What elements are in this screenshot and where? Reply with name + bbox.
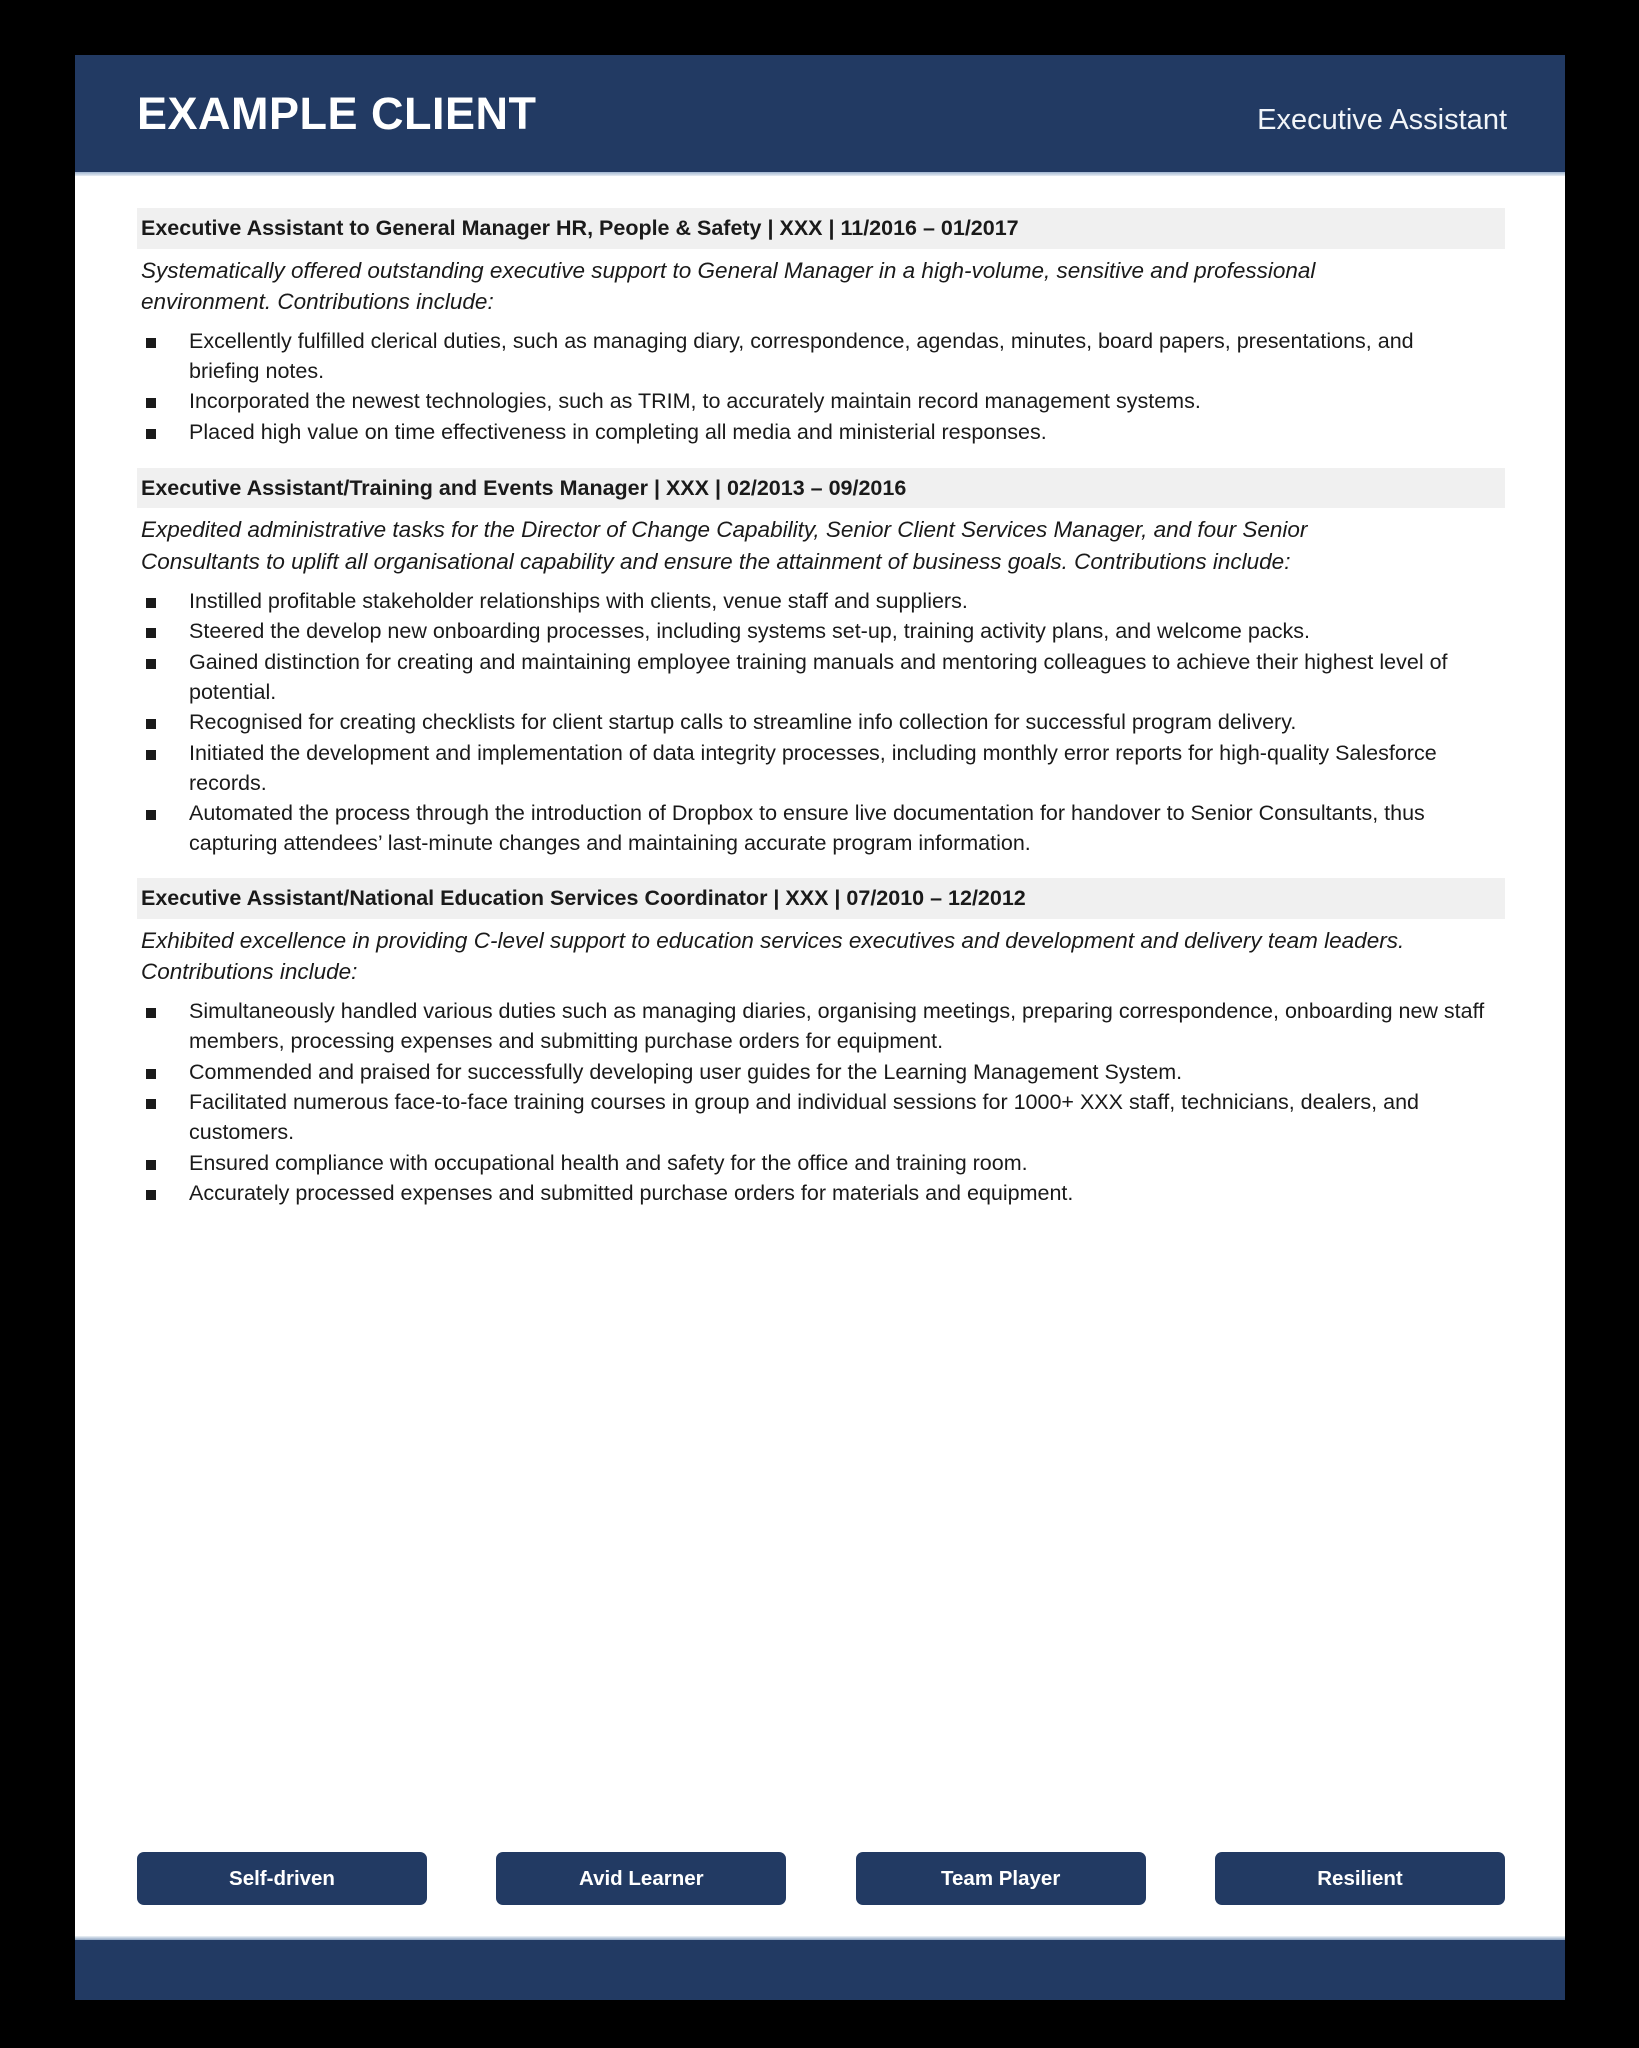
job-entry — [137, 468, 1505, 859]
bullet-text: Accurately processed expenses and submitted purchase orders for materials and equipment. — [189, 1181, 1074, 1206]
list-item — [137, 327, 1489, 386]
badge-resilient: Resilient — [1215, 1852, 1505, 1905]
job-summary: Exhibited excellence in providing C-level support to education services executives and development and delivery team leaders. Contributions include: — [141, 928, 1405, 985]
job-heading: Executive Assistant/National Education Services Coordinator | XXX | 07/2010 – 12/2012 — [137, 878, 1505, 919]
job-heading: Executive Assistant to General Manager HR, People & Safety | XXX | 11/2016 – 01/2017 — [137, 208, 1505, 249]
bullet-text: Ensured compliance with occupational health and safety for the office and training room. — [189, 1150, 1028, 1175]
square-bullet-icon — [146, 429, 156, 439]
square-bullet-icon — [146, 750, 156, 760]
page-footer — [75, 1940, 1565, 2000]
bullet-text: Steered the develop new onboarding processes, including systems set-up, training activity plans, and welcome packs. — [189, 619, 1311, 644]
list-item — [137, 739, 1489, 798]
square-bullet-icon — [146, 659, 156, 669]
badge-team-player: Team Player — [856, 1852, 1146, 1905]
list-item — [137, 1179, 1489, 1209]
square-bullet-icon — [146, 1190, 156, 1200]
attribute-badges — [137, 1852, 1505, 1905]
role-title: Executive Assistant — [1257, 104, 1507, 136]
bullet-text: Facilitated numerous face-to-face training courses in group and individual sessions for 1000+ XXX staff, technicians, dealers, and customers. — [189, 1090, 1419, 1145]
job-summary: Systematically offered outstanding executive support to General Manager in a high-volume, sensitive and professional environment. Contributions include: — [141, 257, 1316, 314]
square-bullet-icon — [146, 1069, 156, 1079]
bullet-text: Gained distinction for creating and maintaining employee training manuals and mentoring colleagues to achieve their highest level of potential. — [189, 649, 1448, 704]
job-bullet-list — [137, 997, 1505, 1209]
bullet-text: Recognised for creating checklists for client startup calls to streamline info collection for successful program delivery. — [189, 710, 1297, 735]
list-item — [137, 587, 1489, 617]
square-bullet-icon — [146, 338, 156, 348]
page-header — [75, 55, 1565, 172]
job-bullet-list — [137, 327, 1505, 448]
list-item — [137, 617, 1489, 647]
bullet-text: Initiated the development and implementation of data integrity processes, including monthly error reports for high-quality Salesforce records. — [189, 740, 1437, 795]
job-bullet-list — [137, 587, 1505, 859]
square-bullet-icon — [146, 398, 156, 408]
list-item — [137, 708, 1489, 738]
badge-avid-learner: Avid Learner — [496, 1852, 786, 1905]
bullet-text: Instilled profitable stakeholder relationships with clients, venue staff and suppliers. — [189, 588, 968, 613]
square-bullet-icon — [146, 1008, 156, 1018]
square-bullet-icon — [146, 719, 156, 729]
bullet-text: Placed high value on time effectiveness in completing all media and ministerial responses. — [189, 419, 1047, 444]
bullet-text: Commended and praised for successfully developing user guides for the Learning Management System. — [189, 1059, 1183, 1084]
square-bullet-icon — [146, 1160, 156, 1170]
list-item — [137, 799, 1489, 858]
square-bullet-icon — [146, 810, 156, 820]
list-item — [137, 1058, 1489, 1088]
badge-self-driven: Self-driven — [137, 1852, 427, 1905]
bullet-text: Simultaneously handled various duties such as managing diaries, organising meetings, preparing correspondence, onboarding new staff members, processing expenses and submitting purchase orders for equipment. — [189, 999, 1485, 1054]
bullet-text: Excellently fulfilled clerical duties, such as managing diary, correspondence, agendas, minutes, board papers, presentations, and briefing notes. — [189, 328, 1414, 383]
bullet-text: Automated the process through the introduction of Dropbox to ensure live documentation for handover to Senior Consultants, thus capturing attendees’ last-minute changes and maintaining accurate program information. — [189, 801, 1425, 855]
square-bullet-icon — [146, 598, 156, 608]
list-item — [137, 1149, 1489, 1179]
job-summary: Expedited administrative tasks for the Director of Change Capability, Senior Client Services Manager, and four Senior Consultants to uplift all organisational capability and ensure the attainment of business goals. Contributions include: — [141, 517, 1308, 574]
experience-section — [75, 172, 1565, 1209]
list-item — [137, 387, 1489, 417]
job-entry — [137, 208, 1505, 448]
square-bullet-icon — [146, 628, 156, 638]
square-bullet-icon — [146, 1099, 156, 1109]
list-item — [137, 648, 1489, 707]
job-entry — [137, 878, 1505, 1209]
list-item — [137, 1088, 1489, 1147]
client-name: EXAMPLE CLIENT — [137, 88, 537, 139]
list-item — [137, 418, 1489, 448]
resume-page — [75, 55, 1565, 2000]
job-heading: Executive Assistant/Training and Events Manager | XXX | 02/2013 – 09/2016 — [137, 468, 1505, 509]
list-item — [137, 997, 1489, 1056]
bullet-text: Incorporated the newest technologies, such as TRIM, to accurately maintain record management systems. — [189, 389, 1201, 414]
